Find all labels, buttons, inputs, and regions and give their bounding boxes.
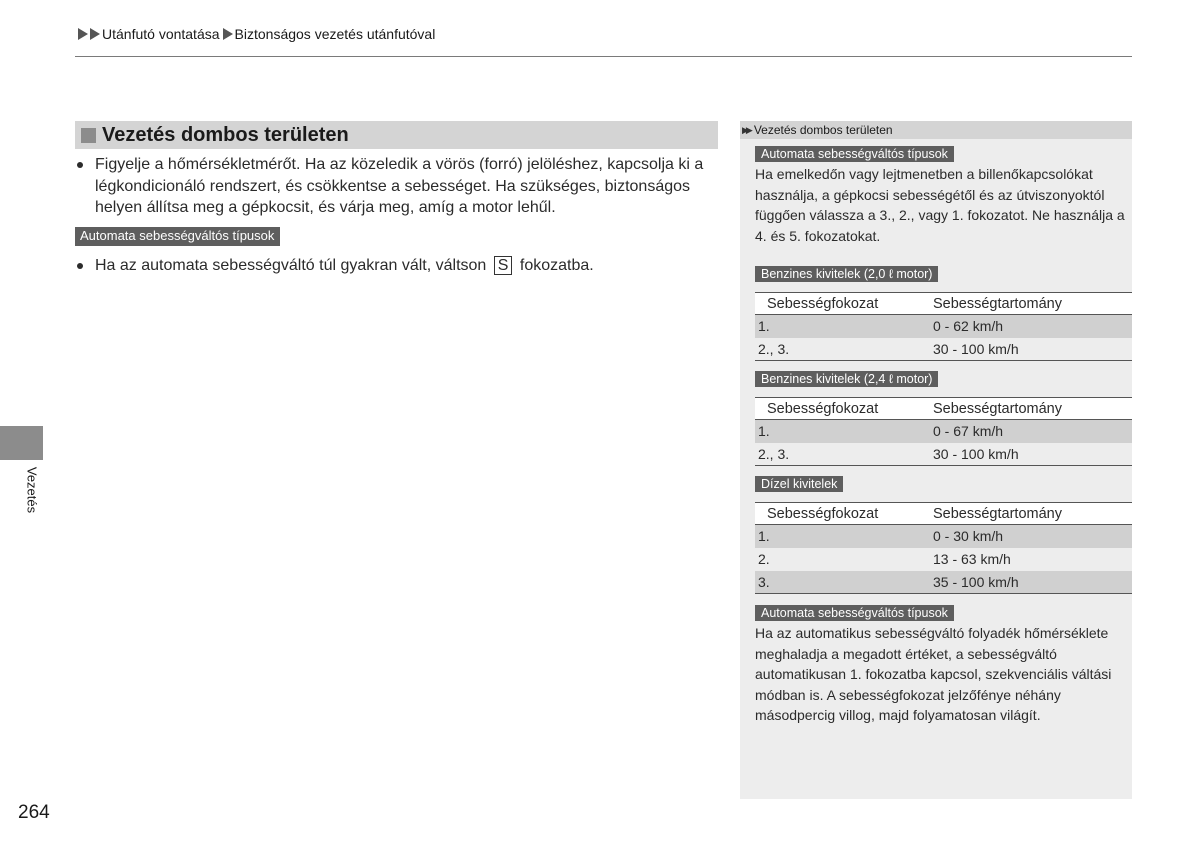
- speed-cell: 30 - 100 km/h: [933, 443, 1132, 466]
- speed-cell: 35 - 100 km/h: [933, 571, 1132, 594]
- double-arrow-icon: ▶▶: [742, 124, 750, 135]
- gear-cell: 2., 3.: [755, 443, 933, 466]
- sidebar-paragraph-paddle: Ha emelkedőn vagy lejtmenetben a billenőkapcsolókat használja, a gépkocsi sebességétől és az útviszonyoktól függően válassza a 3., 2., vagy 1. fokozatot. Ne használja a 4. és 5. fokozatokat.: [755, 166, 1125, 244]
- speed-table-diesel: [755, 502, 1132, 594]
- sidebar-note: [740, 121, 1132, 799]
- gear-cell: 3.: [755, 571, 933, 594]
- table-row: [755, 571, 1132, 594]
- column-header-speed: Sebességtartomány: [933, 398, 1132, 420]
- table-row: [755, 338, 1132, 361]
- bullet-shift-text-post: fokozatba.: [519, 256, 594, 274]
- bullet-shift-text-pre: Ha az automata sebességváltó túl gyakran vált, váltson: [95, 256, 487, 274]
- breadcrumb-item-towing[interactable]: Utánfutó vontatása: [102, 26, 220, 42]
- header-divider: [75, 56, 1132, 57]
- bullet-temperature: Figyelje a hőmérsékletmérőt. Ha az közeledik a vörös (forró) jelöléshez, kapcsolja ki a légkondicionáló rendszert, és csökkentse a sebességet. Ha szükséges, biztonságos helyen állítsa meg a gépkocsit, és várja meg, amíg a motor lehűl.: [75, 154, 715, 219]
- column-header-speed: Sebességtartomány: [933, 503, 1132, 525]
- gear-cell: 1.: [755, 525, 933, 548]
- sidebar-body: [755, 145, 1132, 726]
- table-header-row: [755, 503, 1132, 525]
- main-content: [75, 154, 715, 276]
- speed-table-petrol-24: [755, 397, 1132, 466]
- chapter-tab-label: Vezetés: [24, 466, 40, 514]
- table-row: [755, 548, 1132, 571]
- table-header-row: [755, 293, 1132, 315]
- chapter-tab[interactable]: [0, 426, 43, 460]
- breadcrumb-arrow-icon: [90, 28, 100, 40]
- section-title-bar: [75, 121, 718, 149]
- petrol-20-tag: Benzines kivitelek (2,0 ℓ motor): [755, 266, 938, 282]
- page-number: 264: [18, 802, 50, 823]
- sidebar-paragraph-fluid-temp: Ha az automatikus sebességváltó folyadék hőmérséklete meghaladja a megadott értéket, a sebességváltó automatikusan 1. fokozatba kapcsol, szekvenciális váltási módban is. A sebességfokozat jelzőfénye néhány másodpercig villog, majd folyamatosan világít.: [755, 625, 1112, 723]
- breadcrumb-arrow-icon: [78, 28, 88, 40]
- speed-cell: 0 - 67 km/h: [933, 420, 1132, 443]
- breadcrumb: [78, 26, 438, 42]
- speed-cell: 13 - 63 km/h: [933, 548, 1132, 571]
- column-header-gear: Sebességfokozat: [755, 398, 933, 420]
- table-row: [755, 443, 1132, 466]
- s-gear-icon: S: [494, 256, 513, 275]
- column-header-gear: Sebességfokozat: [755, 503, 933, 525]
- section-title: Vezetés dombos területen: [102, 123, 349, 146]
- bullet-shift-s: [75, 255, 715, 277]
- gear-cell: 2., 3.: [755, 338, 933, 361]
- petrol-24-tag: Benzines kivitelek (2,4 ℓ motor): [755, 371, 938, 387]
- table-row: [755, 525, 1132, 548]
- gear-cell: 2.: [755, 548, 933, 571]
- breadcrumb-item-safe-driving[interactable]: Biztonságos vezetés utánfutóval: [234, 26, 436, 42]
- speed-cell: 30 - 100 km/h: [933, 338, 1132, 361]
- automatic-transmission-tag-2: Automata sebességváltós típusok: [755, 605, 954, 621]
- breadcrumb-arrow-icon: [223, 28, 233, 40]
- automatic-transmission-tag: Automata sebességváltós típusok: [755, 146, 954, 162]
- gear-cell: 1.: [755, 315, 933, 338]
- sidebar-heading-text: Vezetés dombos területen: [753, 123, 893, 137]
- gear-cell: 1.: [755, 420, 933, 443]
- speed-table-petrol-20: [755, 292, 1132, 361]
- speed-cell: 0 - 62 km/h: [933, 315, 1132, 338]
- speed-cell: 0 - 30 km/h: [933, 525, 1132, 548]
- table-row: [755, 420, 1132, 443]
- sidebar-heading: [740, 121, 1132, 139]
- table-row: [755, 315, 1132, 338]
- column-header-gear: Sebességfokozat: [755, 293, 933, 315]
- column-header-speed: Sebességtartomány: [933, 293, 1132, 315]
- automatic-transmission-tag: Automata sebességváltós típusok: [75, 227, 280, 246]
- table-header-row: [755, 398, 1132, 420]
- square-marker-icon: [81, 128, 96, 143]
- diesel-tag: Dízel kivitelek: [755, 476, 843, 492]
